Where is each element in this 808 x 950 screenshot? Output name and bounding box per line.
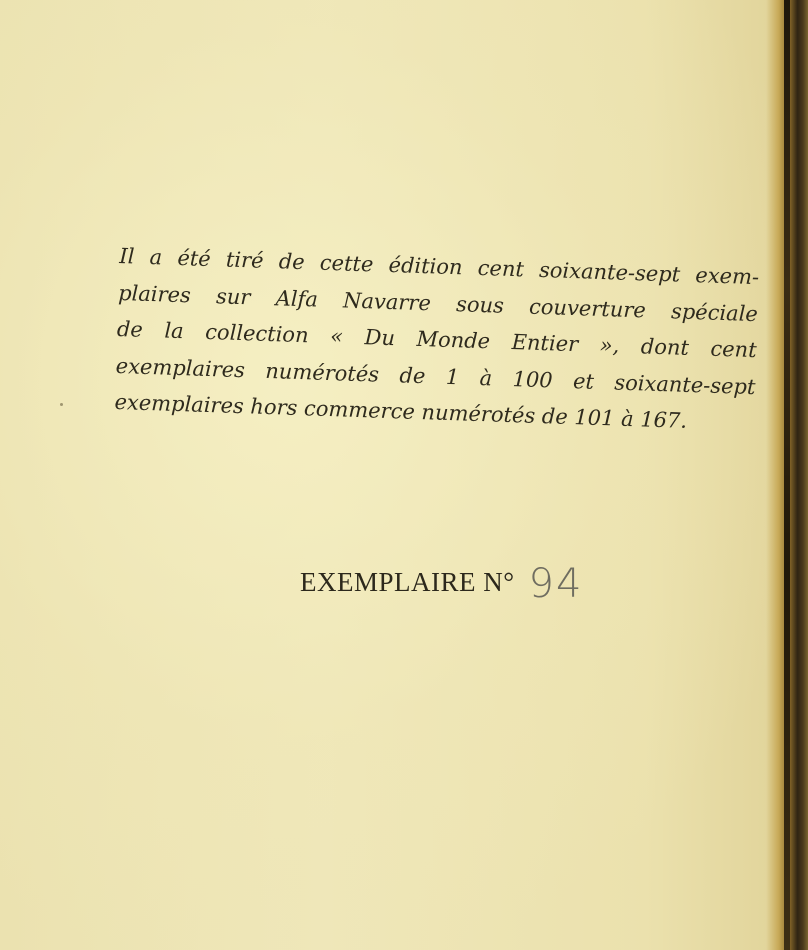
copy-number-block [300, 555, 660, 605]
print-run-notice [114, 238, 760, 442]
notice-line-2: plaires sur Alfa Navarre sous couverture spéciale [117, 280, 759, 326]
notice-line-3: de la collection « Du Monde Entier », dont cent [116, 316, 758, 363]
notice-line-4: exemplaires numérotés de 1 à 100 et soixante-sept [115, 353, 756, 399]
copy-number-label: EXEMPLAIRE N° [300, 567, 515, 597]
notice-line-5: exemplaires hors commerce numérotés de 101 à 167. [114, 389, 688, 433]
binding-edge [784, 0, 790, 950]
copy-number-value: 94 [528, 561, 584, 607]
notice-line-1: Il a été tiré de cette édition cent soixante-sept exem- [119, 243, 760, 290]
paper-speck [60, 403, 63, 406]
